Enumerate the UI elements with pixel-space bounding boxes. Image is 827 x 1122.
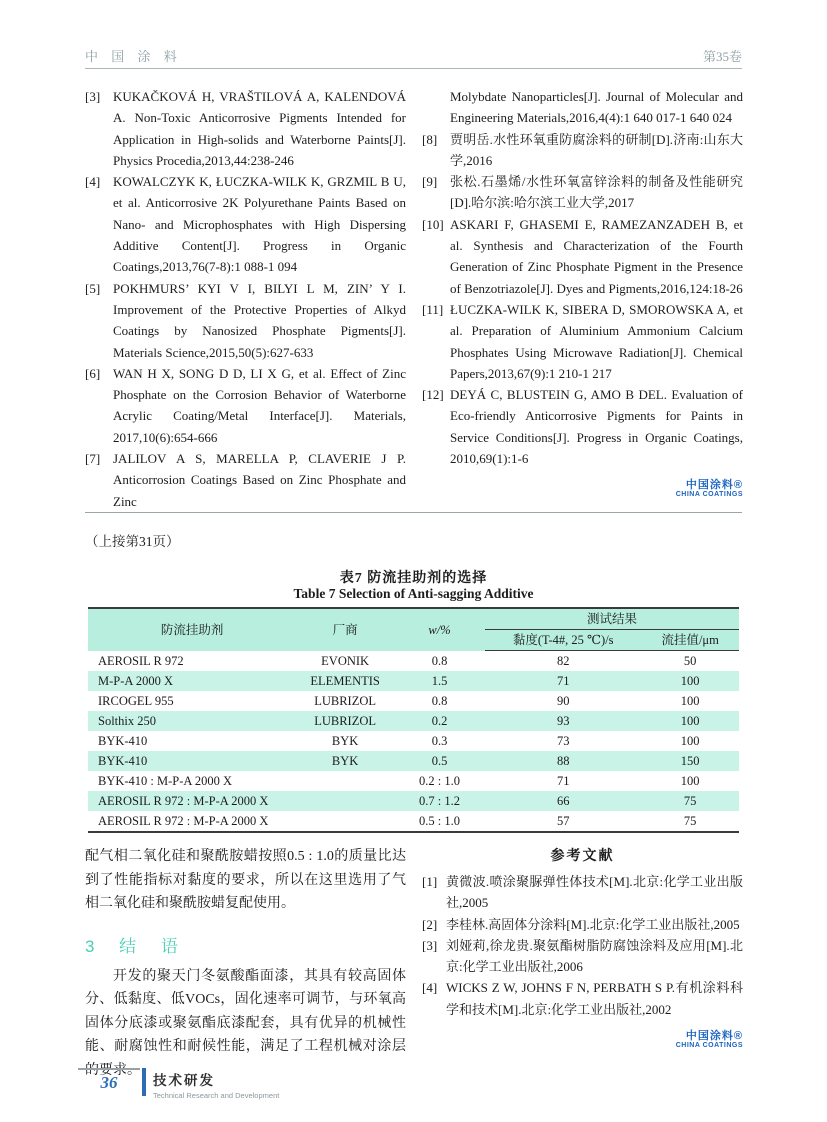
cell-sag: 75 — [683, 814, 697, 828]
china-coatings-logo — [422, 479, 743, 499]
reference-text: JALILOV A S, MARELLA P, CLAVERIE J P. Anticorrosion Coatings Based on Zinc Phosphate and Zinc — [113, 451, 406, 509]
reference-text: 张松.石墨烯/水性环氧富锌涂料的制备及性能研究[D].哈尔滨:哈尔滨工业大学,2017 — [450, 174, 743, 211]
cell-sag: 50 — [683, 654, 697, 668]
cell-vendor: ELEMENTIS — [310, 674, 380, 688]
table-body — [88, 651, 739, 833]
table-row — [88, 731, 739, 751]
cell-additive: M-P-A 2000 X — [98, 674, 174, 688]
cell-w: 1.5 — [431, 674, 448, 688]
references-left-column — [85, 86, 406, 512]
cell-vendor — [296, 771, 394, 791]
cell-additive: AEROSIL R 972 : M-P-A 2000 X — [98, 814, 269, 828]
cell-sag: 150 — [680, 754, 700, 768]
references-top-section — [85, 86, 742, 512]
china-coatings-logo — [422, 1030, 743, 1050]
reference-text: 李桂林.高固体分涂料[M].北京:化学工业出版社,2005 — [446, 916, 740, 932]
reference-number: [5] — [85, 280, 101, 296]
reference-number: [4] — [85, 174, 101, 190]
reference-text: 黄微波.喷涂聚脲弹性体技术[M].北京:化学工业出版社,2005 — [446, 874, 743, 911]
cell-viscosity: 90 — [556, 694, 570, 708]
column-header-test-results: 测试结果 — [485, 608, 739, 630]
cell-w: 0.2 : 1.0 — [419, 774, 460, 788]
reference-text: POKHMURS’ KYI V I, BILYI L M, ZIN’ Y I. Improvement of the Protective Properties of Alkyd Coatings by Nanosized Phosphate Pigments[J]. Materials Science,2015,50(5):627-633 — [113, 280, 406, 360]
page-header — [85, 46, 742, 65]
reference-item — [422, 871, 743, 914]
reference-text: 刘娅莉,徐龙贵.聚氨酯树脂防腐蚀涂料及应用[M].北京:化学工业出版社,2006 — [446, 937, 743, 975]
reference-text: DEYÁ C, BLUSTEIN G, AMO B DEL. Evaluation of Eco-friendly Anticorrosive Pigments for Paints in Service Conditions[J]. Progress in Organic Coatings, 2010,69(1):1-6 — [450, 387, 743, 467]
reference-item — [85, 171, 406, 277]
reference-item — [422, 935, 743, 978]
cell-viscosity: 88 — [556, 754, 570, 768]
reference-item — [422, 129, 743, 172]
table-row — [88, 771, 739, 791]
reference-text: KOWALCZYK K, ŁUCZKA-WILK K, GRZMIL B U, et al. Anticorrosive 2K Polyurethane Paints Based on Nano- and Microphosphates with High Dispersing Additive Content[J]. Progress in Organic Coatings,2013,76(7-8):1 088-1 094 — [113, 174, 406, 275]
cell-additive: BYK-410 — [98, 734, 148, 748]
reference-item-continuation — [422, 86, 743, 129]
cell-viscosity: 57 — [556, 814, 570, 828]
cell-w: 0.8 — [431, 653, 448, 668]
reference-item — [85, 278, 406, 363]
anti-sagging-additive-table — [88, 607, 739, 833]
cell-vendor: BYK — [331, 734, 359, 748]
reference-item — [422, 299, 743, 384]
table-row — [88, 711, 739, 731]
continuation-note: （上接第31页） — [85, 534, 180, 549]
cell-viscosity: 66 — [556, 794, 570, 808]
reference-number: [3] — [422, 937, 438, 953]
cell-viscosity: 73 — [556, 734, 570, 748]
table-header — [88, 608, 739, 651]
table-title-zh: 表7 防流挂助剂的选择 — [339, 571, 488, 586]
cell-vendor: LUBRIZOL — [314, 694, 377, 708]
table-row — [88, 671, 739, 691]
table-row — [88, 791, 739, 811]
page-footer — [78, 1068, 279, 1100]
reference-item — [85, 448, 406, 512]
cell-additive: BYK-410 — [98, 754, 148, 768]
cell-sag: 75 — [683, 794, 697, 808]
reference-text: ŁUCZKA-WILK K, SIBERA D, SMOROWSKA A, et al. Preparation of Aluminium Ammonium Calcium Phosphates Using Microwave Radiation[J]. Chemical Papers,2013,67(9):1 210-1 217 — [450, 301, 743, 381]
table-row — [88, 651, 739, 672]
cell-viscosity: 71 — [556, 674, 570, 688]
logo-text-en: CHINA COATINGS — [675, 1042, 743, 1050]
cell-vendor: EVONIK — [321, 653, 370, 668]
cell-additive: AEROSIL R 972 — [98, 653, 184, 668]
cell-w: 0.5 : 1.0 — [419, 814, 460, 828]
header-divider — [85, 68, 742, 69]
references-right-column — [422, 86, 743, 512]
reference-number: [8] — [422, 131, 438, 147]
cell-viscosity: 82 — [556, 654, 570, 668]
table-wrapper — [88, 607, 739, 833]
cell-vendor — [296, 791, 394, 811]
references-bottom-column — [422, 845, 743, 1082]
reference-item — [85, 86, 406, 171]
table-row — [88, 811, 739, 832]
cell-additive: BYK-410 : M-P-A 2000 X — [98, 774, 233, 788]
cell-viscosity: 71 — [556, 774, 570, 788]
cell-additive: AEROSIL R 972 : M-P-A 2000 X — [98, 794, 269, 808]
logo-text-zh: 中国涂料® — [685, 1030, 743, 1043]
column-header-viscosity: 黏度(T-4#, 25 ℃)/s — [485, 630, 641, 651]
reference-number: [10] — [422, 216, 444, 232]
cell-w: 0.8 — [431, 694, 448, 708]
reference-text: Molybdate Nanoparticles[J]. Journal of Molecular and Engineering Materials,2016,4(4):1 640 017-1 640 024 — [450, 89, 743, 126]
reference-item — [85, 363, 406, 448]
cell-w: 0.3 — [431, 734, 448, 748]
reference-item — [422, 214, 743, 299]
cell-w: 0.5 — [431, 754, 448, 768]
reference-number: [12] — [422, 387, 444, 403]
bottom-section — [85, 845, 742, 1082]
cell-viscosity: 93 — [556, 714, 570, 728]
cell-w: 0.2 — [431, 714, 448, 728]
footer-section-label — [153, 1068, 279, 1100]
reference-number: [1] — [422, 874, 438, 889]
column-header-additive: 防流挂助剂 — [88, 608, 296, 651]
reference-text: WICKS Z W, JOHNS F N, PERBATH S P.有机涂料科学和技术[M].北京:化学工业出版社,2002 — [446, 980, 743, 1017]
cell-sag: 100 — [680, 694, 700, 708]
reference-text: WAN H X, SONG D D, LI X G, et al. Effect of Zinc Phosphate on the Corrosion Behavior of Waterborne Acrylic Coating/Metal Interface[J]. Materials, 2017,10(6):654-666 — [113, 365, 406, 445]
reference-item — [422, 171, 743, 214]
reference-number: [9] — [422, 174, 438, 190]
footer-section-en: Technical Research and Development — [153, 1091, 280, 1100]
cell-vendor: BYK — [331, 754, 359, 768]
reference-number: [2] — [422, 916, 438, 932]
reference-number: [4] — [422, 980, 438, 996]
cell-additive: Solthix 250 — [98, 714, 156, 728]
cell-sag: 100 — [680, 674, 700, 688]
column-header-w: w/% — [394, 608, 485, 651]
reference-number: [11] — [422, 301, 444, 317]
page-number: 36 — [100, 1073, 118, 1092]
reference-item — [422, 384, 743, 469]
column-header-sag-value: 流挂值/μm — [641, 630, 739, 651]
reference-text: ASKARI F, GHASEMI E, RAMEZANZADEH B, et al. Synthesis and Characterization of the Fourth Generation of Zinc Phosphate Pigment in the Presence of Benzotriazole[J]. Dyes and Pigments,2016,124:18-26 — [450, 216, 743, 296]
volume-label: 第35卷 — [702, 49, 742, 64]
reference-number: [3] — [85, 89, 101, 104]
reference-number: [6] — [85, 365, 101, 381]
column-header-vendor: 厂商 — [296, 608, 394, 651]
cell-sag: 100 — [680, 714, 700, 728]
references-heading: 参考文献 — [550, 849, 615, 864]
cell-sag: 100 — [680, 774, 700, 788]
table-title-en: Table 7 Selection of Anti-sagging Additive — [293, 586, 534, 601]
cell-vendor — [296, 811, 394, 832]
section-divider — [85, 512, 742, 513]
body-left-column — [85, 845, 406, 1082]
cell-additive: IRCOGEL 955 — [98, 694, 174, 708]
page-number-box — [78, 1068, 140, 1093]
logo-text-en: CHINA COATINGS — [675, 491, 743, 499]
table-row — [88, 691, 739, 711]
reference-text: 贾明岳.水性环氧重防腐涂料的研制[D].济南:山东大学,2016 — [450, 131, 743, 168]
reference-item — [422, 914, 743, 935]
footer-accent-bar — [142, 1068, 146, 1096]
reference-item — [422, 977, 743, 1020]
logo-text-zh: 中国涂料® — [685, 479, 743, 492]
reference-number: [7] — [85, 451, 101, 467]
body-paragraph: 配气相二氧化硅和聚酰胺蜡按照0.5 : 1.0的质量比达到了性能指标对黏度的要求，所以在这里选用了气相二氧化硅和聚酰胺蜡复配使用。 — [85, 849, 406, 911]
reference-text: KUKAČKOVÁ H, VRAŠTILOVÁ A, KALENDOVÁ A. Non-Toxic Anticorrosive Pigments Intended for Application in High-solids and Waterborne Paints[J]. Physics Procedia,2013,44:238-246 — [113, 89, 406, 168]
cell-w: 0.7 : 1.2 — [419, 794, 460, 808]
cell-vendor: LUBRIZOL — [314, 714, 377, 728]
cell-sag: 100 — [680, 734, 700, 748]
journal-name: 中 国 涂 料 — [85, 49, 182, 64]
conclusion-heading: 3 结 语 — [85, 936, 184, 956]
reference-number — [422, 86, 450, 129]
footer-section-zh: 技术研发 — [153, 1073, 215, 1088]
table-row — [88, 751, 739, 771]
conclusion-paragraph: 开发的聚天门冬氨酸酯面漆，其具有较高固体分、低黏度、低VOCs，固化速率可调节，与环氧高固体分底漆或聚氨酯底漆配套，具有优异的机械性能、耐腐蚀性和耐候性能，满足了工程机械对涂层的要求。 — [85, 968, 406, 1078]
